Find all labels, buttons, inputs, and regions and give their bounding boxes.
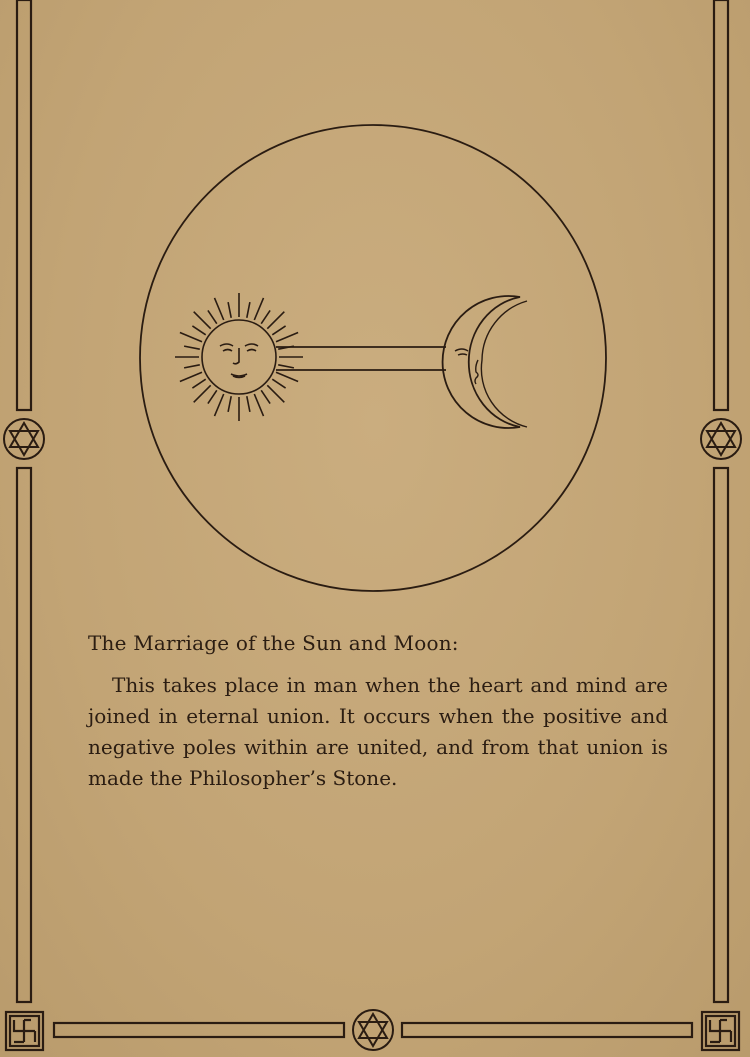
sun-ray xyxy=(247,302,250,318)
sun-ray xyxy=(228,302,231,318)
sun-ray xyxy=(192,379,205,388)
sun-ray xyxy=(194,385,211,402)
sun-ray xyxy=(254,394,263,416)
enclosing-circle xyxy=(140,125,606,591)
sun-ray xyxy=(276,333,298,342)
sun-ray xyxy=(267,385,284,402)
sun-ray xyxy=(228,396,231,412)
sun-ray xyxy=(192,326,205,335)
caption-body: This takes place in man when the heart and mind are joined in eternal union. It occurs when the positive and negative poles within are united, and from that union is made the Philosopher’s Stone. xyxy=(88,673,668,790)
sun-ray xyxy=(272,326,285,335)
sun-ray xyxy=(215,298,224,320)
sun-ray xyxy=(194,312,211,329)
sun-ray xyxy=(254,298,263,320)
sun-ray xyxy=(278,365,294,368)
crescent-moon-face-icon xyxy=(443,296,527,428)
sun-ray xyxy=(215,394,224,416)
sun-ray xyxy=(272,379,285,388)
sun-ray xyxy=(261,310,270,323)
sun-ray xyxy=(208,310,217,323)
sun-ray xyxy=(208,390,217,403)
sun-ray xyxy=(276,372,298,381)
sun-face-icon xyxy=(175,293,303,421)
sun-ray xyxy=(180,372,202,381)
sun-ray xyxy=(267,312,284,329)
caption-block xyxy=(88,628,668,794)
sun-ray xyxy=(261,390,270,403)
sun-ray xyxy=(184,346,200,349)
sun-ray xyxy=(184,365,200,368)
caption-title: The Marriage of the Sun and Moon: xyxy=(88,631,459,655)
sun-ray xyxy=(247,396,250,412)
sun-ray xyxy=(180,333,202,342)
